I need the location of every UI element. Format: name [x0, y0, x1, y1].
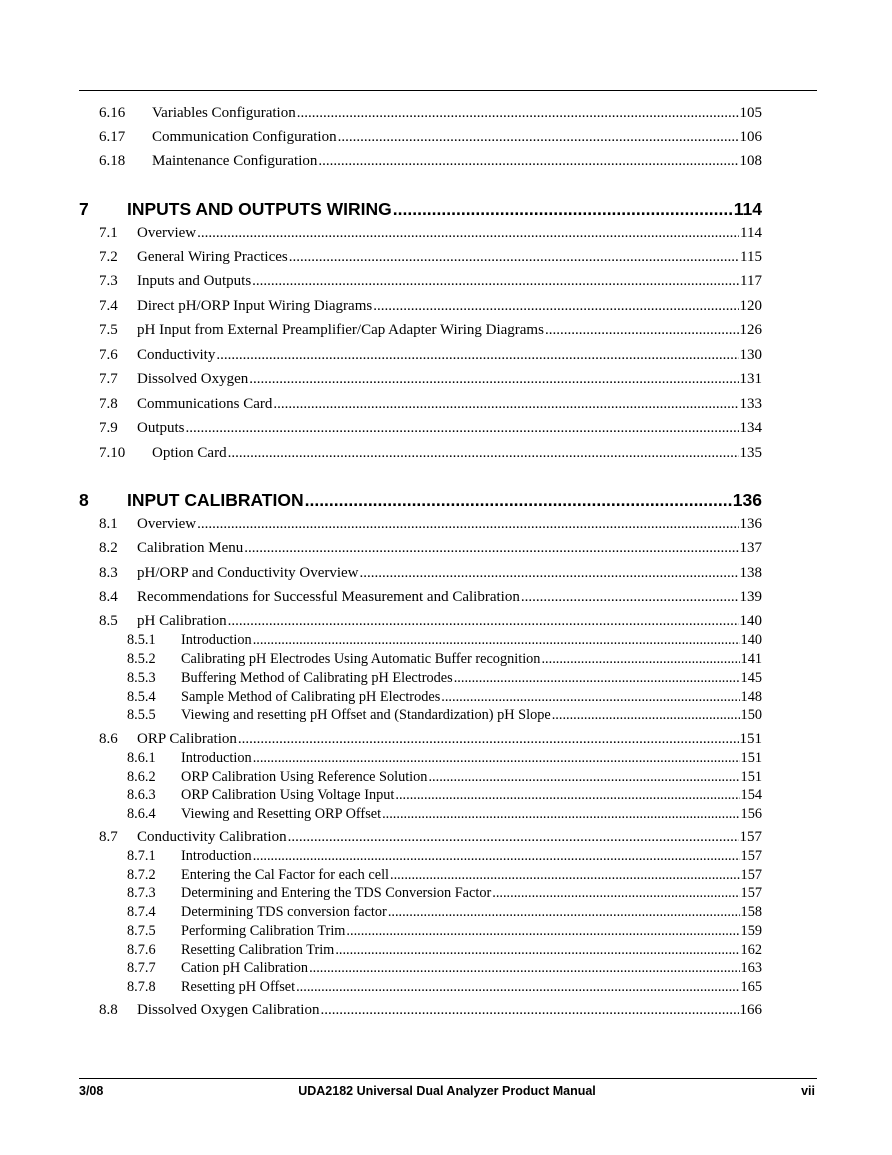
toc-section-entry[interactable] [79, 153, 762, 170]
toc-entry-number: 6.16 [99, 105, 126, 121]
toc-entry-title: Outputs [137, 420, 185, 436]
toc-dot-leader [197, 516, 738, 533]
toc-dot-leader [228, 613, 739, 630]
toc-entry-title: Viewing and resetting pH Offset and (Standardization) pH Slope [181, 707, 551, 723]
toc-subsection-entry[interactable] [79, 942, 762, 959]
toc-entry-title: Determining and Entering the TDS Conversion Factor [181, 885, 492, 901]
toc-entry-page: 131 [739, 371, 762, 387]
toc-entry-title: Determining TDS conversion factor [181, 904, 387, 920]
toc-dot-leader [428, 769, 739, 786]
toc-section-entry[interactable] [79, 396, 762, 413]
toc-entry-number: 8.5.1 [127, 632, 156, 648]
toc-section-entry[interactable] [79, 445, 762, 462]
toc-dot-leader [273, 396, 738, 413]
toc-section-entry[interactable] [79, 731, 762, 748]
toc-entry-page: 135 [739, 445, 762, 461]
toc-entry-title: Sample Method of Calibrating pH Electrodes [181, 689, 441, 705]
toc-entry-number: 8.5.4 [127, 689, 156, 705]
toc-section-entry[interactable] [79, 129, 762, 146]
toc-section-entry[interactable] [79, 105, 762, 122]
toc-entry-page: 138 [739, 565, 762, 581]
toc-subsection-entry[interactable] [79, 787, 762, 804]
toc-entry-title: Introduction [181, 848, 252, 864]
toc-section-entry[interactable] [79, 540, 762, 557]
toc-section-entry[interactable] [79, 249, 762, 266]
toc-entry-title: Cation pH Calibration [181, 960, 309, 976]
toc-dot-leader [360, 565, 739, 582]
toc-dot-leader [318, 153, 738, 170]
toc-entry-number: 8.7.3 [127, 885, 156, 901]
toc-entry-page: 136 [732, 490, 762, 510]
toc-dot-leader [541, 651, 739, 668]
toc-dot-leader [249, 371, 738, 388]
toc-entry-number: 8.7.5 [127, 923, 156, 939]
toc-subsection-entry[interactable] [79, 960, 762, 977]
toc-subsection-entry[interactable] [79, 923, 762, 940]
toc-subsection-entry[interactable] [79, 651, 762, 668]
toc-entry-number: 8.8 [99, 1002, 118, 1018]
toc-entry-number: 7.3 [99, 273, 118, 289]
toc-entry-number: 8.7.6 [127, 942, 156, 958]
toc-dot-leader [390, 867, 740, 884]
toc-entry-title: Option Card [152, 445, 227, 461]
toc-subsection-entry[interactable] [79, 750, 762, 767]
toc-dot-leader [441, 689, 739, 706]
toc-section-entry[interactable] [79, 565, 762, 582]
toc-entry-number: 8.7.4 [127, 904, 156, 920]
toc-entry-page: 165 [740, 979, 762, 995]
toc-entry-number: 8.5 [99, 613, 118, 629]
toc-entry-title: Maintenance Configuration [152, 153, 318, 169]
toc-dot-leader [335, 942, 739, 959]
toc-dot-leader [297, 105, 739, 122]
toc-entry-title: Calibrating pH Electrodes Using Automatic Buffer recognition [181, 651, 541, 667]
toc-entry-number: 8.7 [99, 829, 118, 845]
toc-entry-title: Conductivity [137, 347, 216, 363]
toc-entry-number: 6.18 [99, 153, 126, 169]
toc-entry-page: 157 [740, 885, 762, 901]
toc-entry-page: 163 [740, 960, 762, 976]
toc-entry-title: Calibration Menu [137, 540, 244, 556]
toc-dot-leader [382, 806, 739, 823]
toc-entry-number: 8 [79, 490, 89, 510]
toc-entry-title: Introduction [181, 750, 252, 766]
toc-entry-page: 114 [740, 225, 762, 241]
toc-entry-title: Resetting Calibration Trim [181, 942, 335, 958]
toc-subsection-entry[interactable] [79, 632, 762, 649]
toc-entry-number: 7.8 [99, 396, 118, 412]
toc-entry-number: 8.5.3 [127, 670, 156, 686]
toc-entry-title: Dissolved Oxygen Calibration [137, 1002, 320, 1018]
footer-page-number: vii [801, 1084, 815, 1098]
toc-section-entry[interactable] [79, 298, 762, 315]
toc-entry-page: 159 [740, 923, 762, 939]
toc-entry-page: 140 [740, 632, 762, 648]
footer-rule [79, 1078, 817, 1079]
toc-dot-leader [296, 979, 739, 996]
toc-dot-leader [253, 632, 740, 649]
toc-entry-number: 7.6 [99, 347, 118, 363]
toc-entry-title: Viewing and Resetting ORP Offset [181, 806, 382, 822]
toc-entry-number: 8.6.1 [127, 750, 156, 766]
toc-entry-page: 151 [739, 731, 762, 747]
toc-entry-page: 157 [740, 867, 762, 883]
toc-subsection-entry[interactable] [79, 689, 762, 706]
toc-dot-leader [552, 707, 740, 724]
toc-dot-leader [252, 273, 739, 290]
toc-dot-leader [346, 923, 739, 940]
page-footer [79, 1084, 815, 1102]
toc-section-entry[interactable] [79, 273, 762, 290]
toc-entry-page: 134 [739, 420, 762, 436]
toc-entry-title: Conductivity Calibration [137, 829, 287, 845]
toc-entry-number: 7.9 [99, 420, 118, 436]
toc-dot-leader [288, 829, 739, 846]
toc-entry-page: 151 [740, 750, 762, 766]
footer-manual-title: UDA2182 Universal Dual Analyzer Product Manual [298, 1084, 596, 1098]
toc-entry-title: INPUTS AND OUTPUTS WIRING [127, 199, 392, 219]
toc-entry-number: 8.7.7 [127, 960, 156, 976]
toc-entry-page: 115 [740, 249, 762, 265]
toc-dot-leader [216, 347, 738, 364]
toc-entry-page: 139 [739, 589, 762, 605]
footer-date: 3/08 [79, 1084, 104, 1098]
toc-entry-title: ORP Calibration [137, 731, 237, 747]
toc-subsection-entry[interactable] [79, 979, 762, 996]
toc-entry-page: 156 [740, 806, 762, 822]
toc-entry-title: pH/ORP and Conductivity Overview [137, 565, 359, 581]
toc-entry-title: Introduction [181, 632, 252, 648]
toc-dot-leader [521, 589, 739, 606]
toc-entry-number: 8.6.3 [127, 787, 156, 803]
toc-entry-title: Dissolved Oxygen [137, 371, 249, 387]
toc-entry-title: pH Input from External Preamplifier/Cap Adapter Wiring Diagrams [137, 322, 544, 338]
toc-entry-page: 130 [739, 347, 762, 363]
toc-entry-number: 7.7 [99, 371, 118, 387]
toc-section-entry[interactable] [79, 322, 762, 339]
toc-entry-number: 8.4 [99, 589, 118, 605]
toc-entry-number: 8.2 [99, 540, 118, 556]
toc-entry-number: 8.1 [99, 516, 118, 532]
toc-entry-title: Buffering Method of Calibrating pH Electrodes [181, 670, 453, 686]
toc-entry-title: Resetting pH Offset [181, 979, 296, 995]
toc-entry-title: INPUT CALIBRATION [127, 490, 304, 510]
toc-section-entry[interactable] [79, 420, 762, 437]
toc-section-entry[interactable] [79, 516, 762, 533]
toc-dot-leader [305, 490, 732, 511]
toc-entry-title: Communications Card [137, 396, 273, 412]
toc-chapter-entry[interactable] [79, 199, 762, 220]
toc-entry-title: Inputs and Outputs [137, 273, 252, 289]
toc-entry-page: 106 [739, 129, 762, 145]
toc-entry-title: Recommendations for Successful Measurement and Calibration [137, 589, 520, 605]
toc-entry-number: 7 [79, 199, 89, 219]
toc-entry-title: ORP Calibration Using Reference Solution [181, 769, 428, 785]
toc-entry-number: 8.6.2 [127, 769, 156, 785]
toc-entry-number: 8.7.1 [127, 848, 156, 864]
toc-dot-leader [393, 199, 733, 220]
toc-entry-title: Communication Configuration [152, 129, 337, 145]
header-rule [79, 90, 817, 91]
toc-entry-page: 145 [740, 670, 762, 686]
toc-dot-leader [320, 1002, 738, 1019]
toc-entry-title: ORP Calibration Using Voltage Input [181, 787, 395, 803]
toc-entry-title: Direct pH/ORP Input Wiring Diagrams [137, 298, 373, 314]
toc-entry-title: Entering the Cal Factor for each cell [181, 867, 390, 883]
toc-entry-page: 151 [740, 769, 762, 785]
toc-entry-page: 148 [740, 689, 762, 705]
toc-subsection-entry[interactable] [79, 885, 762, 902]
toc-entry-number: 7.10 [99, 445, 126, 461]
toc-section-entry[interactable] [79, 225, 762, 242]
toc-entry-page: 141 [740, 651, 762, 667]
toc-entry-page: 150 [740, 707, 762, 723]
toc-entry-page: 154 [740, 787, 762, 803]
toc-dot-leader [238, 731, 739, 748]
toc-dot-leader [388, 904, 740, 921]
toc-entry-page: 117 [740, 273, 762, 289]
toc-subsection-entry[interactable] [79, 806, 762, 823]
toc-entry-page: 108 [739, 153, 762, 169]
toc-dot-leader [492, 885, 739, 902]
toc-entry-page: 105 [739, 105, 762, 121]
toc-dot-leader [186, 420, 739, 437]
toc-entry-number: 8.7.2 [127, 867, 156, 883]
toc-entry-number: 8.7.8 [127, 979, 156, 995]
toc-dot-leader [244, 540, 738, 557]
toc-subsection-entry[interactable] [79, 867, 762, 884]
toc-entry-page: 166 [739, 1002, 762, 1018]
toc-entry-title: pH Calibration [137, 613, 227, 629]
toc-subsection-entry[interactable] [79, 904, 762, 921]
toc-entry-page: 162 [740, 942, 762, 958]
toc-dot-leader [545, 322, 739, 339]
toc-entry-page: 136 [739, 516, 762, 532]
toc-dot-leader [454, 670, 740, 687]
toc-entry-title: Overview [137, 516, 197, 532]
toc-entry-number: 7.1 [99, 225, 118, 241]
toc-entry-number: 7.4 [99, 298, 118, 314]
toc-entry-page: 157 [740, 848, 762, 864]
toc-entry-page: 157 [739, 829, 762, 845]
toc-entry-title: General Wiring Practices [137, 249, 288, 265]
toc-entry-title: Overview [137, 225, 197, 241]
toc-section-entry[interactable] [79, 829, 762, 846]
toc-dot-leader [228, 445, 739, 462]
toc-dot-leader [289, 249, 739, 266]
toc-entry-number: 8.5.2 [127, 651, 156, 667]
toc-entry-number: 7.2 [99, 249, 118, 265]
toc-entry-number: 8.3 [99, 565, 118, 581]
toc-entry-page: 140 [739, 613, 762, 629]
toc-entry-page: 158 [740, 904, 762, 920]
toc-subsection-entry[interactable] [79, 707, 762, 724]
toc-section-entry[interactable] [79, 613, 762, 630]
toc-entry-number: 6.17 [99, 129, 126, 145]
toc-entry-number: 8.6 [99, 731, 118, 747]
toc-entry-number: 8.5.5 [127, 707, 156, 723]
toc-dot-leader [338, 129, 739, 146]
toc-entry-number: 8.6.4 [127, 806, 156, 822]
toc-entry-number: 7.5 [99, 322, 118, 338]
toc-section-entry[interactable] [79, 347, 762, 364]
toc-dot-leader [197, 225, 739, 242]
toc-section-entry[interactable] [79, 589, 762, 606]
toc-dot-leader [395, 787, 739, 804]
toc-entry-page: 114 [733, 199, 762, 219]
toc-subsection-entry[interactable] [79, 848, 762, 865]
toc-chapter-entry[interactable] [79, 490, 762, 511]
toc-subsection-entry[interactable] [79, 670, 762, 687]
toc-section-entry[interactable] [79, 371, 762, 388]
toc-dot-leader [253, 848, 740, 865]
toc-dot-leader [373, 298, 738, 315]
toc-subsection-entry[interactable] [79, 769, 762, 786]
toc-entry-page: 137 [739, 540, 762, 556]
toc-entry-title: Variables Configuration [152, 105, 296, 121]
toc-entry-page: 126 [739, 322, 762, 338]
toc-dot-leader [253, 750, 740, 767]
toc-dot-leader [309, 960, 739, 977]
toc-entry-title: Performing Calibration Trim [181, 923, 346, 939]
toc-entry-page: 133 [739, 396, 762, 412]
toc-section-entry[interactable] [79, 1002, 762, 1019]
toc-entry-page: 120 [739, 298, 762, 314]
